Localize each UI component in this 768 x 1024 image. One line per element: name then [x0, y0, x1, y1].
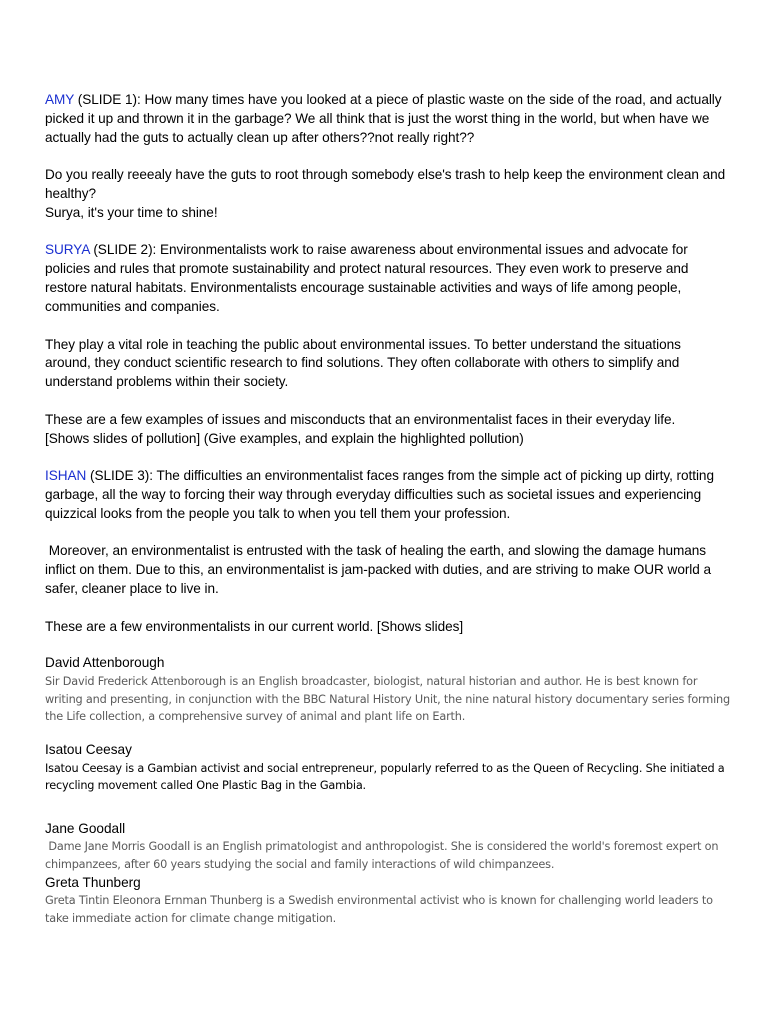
environmentalist-ceesay [45, 741, 730, 795]
speaker-amy: AMY [45, 92, 75, 107]
ishan-text: (SLIDE 3): The difficulties an environmentalist faces ranges from the simple act of picking up dirty, rotting garbage, all the way to forcing their way through everyday difficulties such as societal issues and experiencing quizzical looks from the people you talk to when you tell them your profession. [45, 468, 714, 521]
environmentalist-attenborough [45, 654, 730, 726]
document-page [45, 91, 730, 928]
environmentalist-goodall [45, 820, 730, 874]
environmentalist-name: David Attenborough [45, 655, 165, 671]
speaker-surya: SURYA [45, 242, 90, 258]
guts-paragraph [45, 166, 730, 223]
environmentalist-bio: Greta Tintin Eleonora Ernman Thunberg is a Swedish environmental activist who is known for challenging world leaders to take immediate action for climate change mitigation. [45, 894, 713, 926]
slides-note: [Shows slides of pollution] (Give examples, and explain the highlighted pollution) [45, 430, 524, 446]
amy-paragraph [45, 91, 730, 148]
environmentalist-name: Jane Goodall [45, 820, 126, 836]
environmentalist-bio: Dame Jane Morris Goodall is an English primatologist and anthropologist. She is considered the world's foremost expert on chimpanzees, after 60 years studying the social and family interactions of wild chimpanzees. [45, 840, 722, 872]
guts-question: Do you really reeealy have the guts to root through somebody else's trash to help keep the environment clean and healthy? [45, 167, 726, 202]
surya-cue: Surya, it's your time to shine! [45, 205, 218, 221]
speaker-ishan: ISHAN [45, 468, 87, 484]
environmentalist-bio: Isatou Ceesay is a Gambian activist and social entrepreneur, popularly referred to as the Queen of Recycling. She initiated a recycling movement called One Plastic Bag in the Gambia. [45, 761, 725, 793]
surya-paragraph [45, 241, 730, 317]
environmentalist-name: Greta Thunberg [45, 874, 141, 890]
few-environmentalists-paragraph: These are a few environmentalists in our current world. [Shows slides] [45, 618, 464, 634]
examples-line: These are a few examples of issues and misconducts that an environmentalist faces in their everyday life. [45, 411, 676, 427]
environmentalist-name: Isatou Ceesay [45, 742, 132, 758]
ishan-paragraph [45, 467, 730, 524]
surya-text: (SLIDE 2): Environmentalists work to raise awareness about environmental issues and advocate for policies and rules that promote sustainability and protect natural resources. They even work to preserve and restore natural habitats. Environmentalists encourage sustainable activities and ways of life among people, communities and companies. [45, 242, 689, 315]
environmentalist-thunberg [45, 874, 730, 928]
environmentalist-bio: Sir David Frederick Attenborough is an English broadcaster, biologist, natural historian and author. He is best known for writing and presenting, in conjunction with the BBC Natural History Unit, the nine natural history documentary series forming the Life collection, a comprehensive survey of animal and plant life on Earth. [45, 674, 730, 724]
amy-text: (SLIDE 1): How many times have you looked at a piece of plastic waste on the side of the road, and actually picked it up and thrown it in the garbage? We all think that is just the worst thing in the world, but when have we actually had the guts to actually clean up after others??not really right?? [45, 92, 722, 145]
examples-paragraph [45, 411, 730, 449]
vital-role-paragraph: They play a vital role in teaching the public about environmental issues. To better understand the situations around, they conduct scientific research to find solutions. They often collaborate with others to simplify and understand problems within their society. [45, 336, 681, 390]
moreover-paragraph: Moreover, an environmentalist is entrusted with the task of healing the earth, and slowing the damage humans inflict on them. Due to this, an environmentalist is jam-packed with duties, and are striving to make OUR world a safer, cleaner place to live in. [45, 543, 715, 597]
